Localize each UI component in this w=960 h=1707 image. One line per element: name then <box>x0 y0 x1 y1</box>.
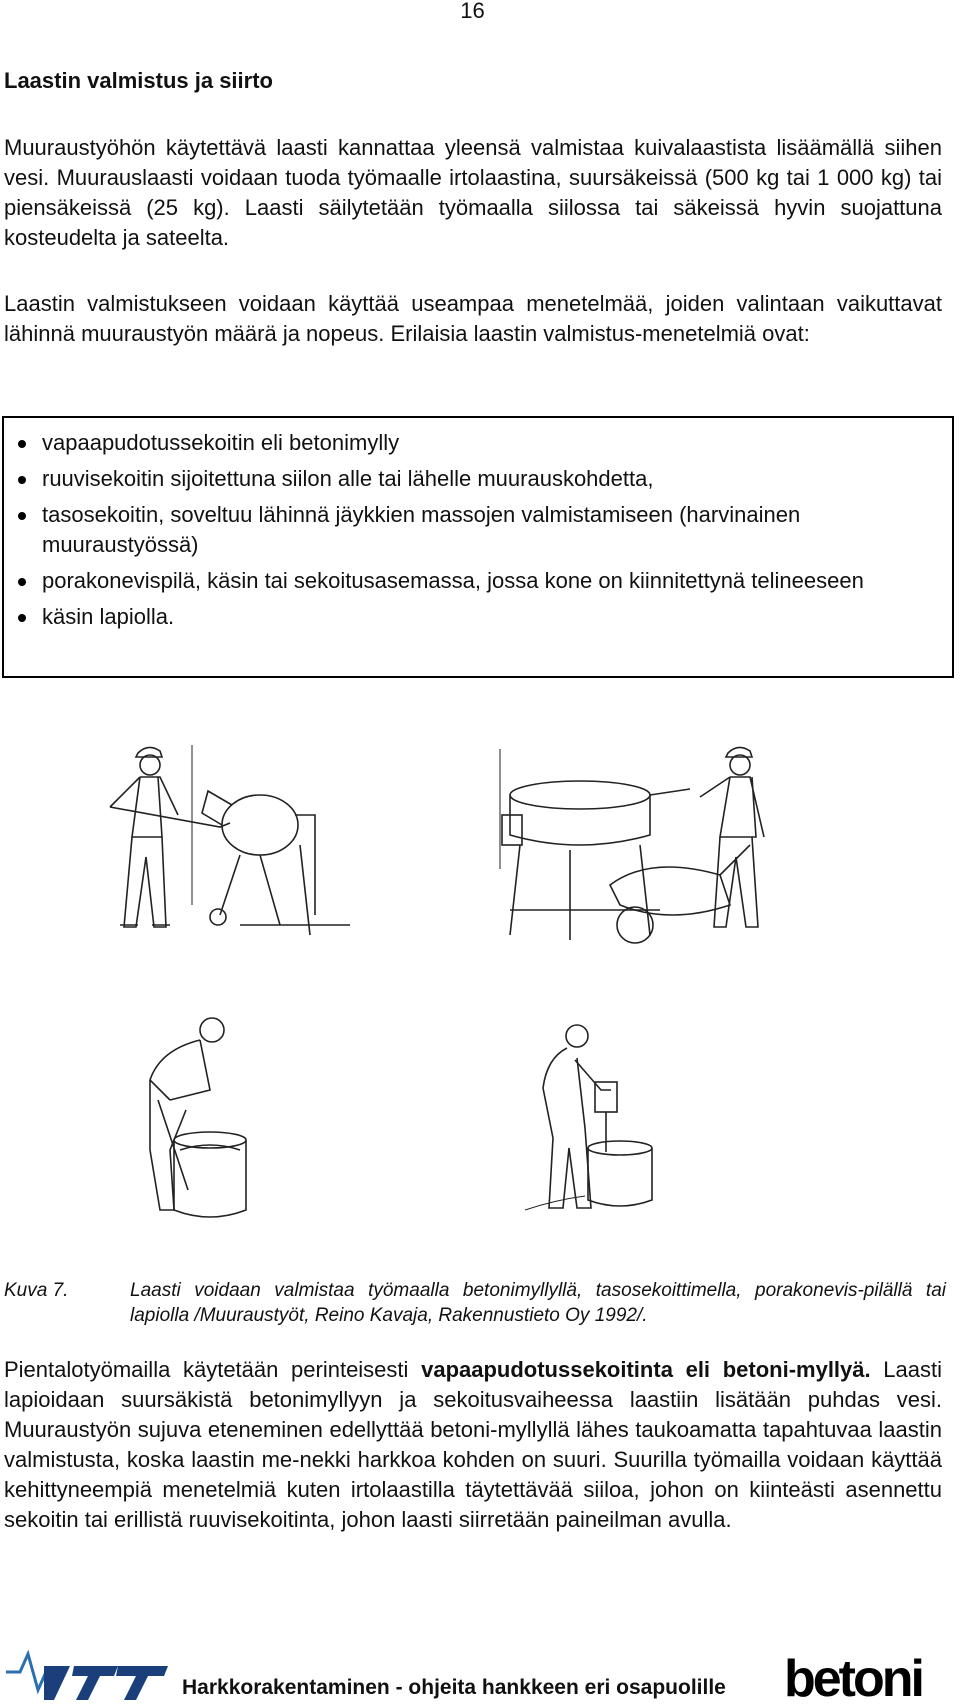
list-item: tasosekoitin, soveltuu lähinnä jäykkien massojen valmistamiseen (harvinainen muuraustyössä) <box>4 500 952 560</box>
bullet-icon <box>18 578 26 586</box>
page-number: 16 <box>460 0 485 23</box>
methods-list <box>4 418 952 632</box>
bullet-icon <box>18 440 26 448</box>
bullet-icon <box>18 614 26 622</box>
caption-label: Kuva 7. <box>4 1280 69 1301</box>
section-heading: Laastin valmistus ja siirto <box>4 68 273 93</box>
shovel-mixing-illustration <box>120 1010 280 1235</box>
vtt-logo <box>4 1646 174 1702</box>
betoni-logo <box>784 1646 944 1706</box>
list-item: ruuvisekoitin sijoitettuna siilon alle tai lähelle muurauskohdetta, <box>4 464 952 494</box>
list-item: porakonevispilä, käsin tai sekoitusasemassa, jossa kone on kiinnitettynä telineeseen <box>4 566 952 596</box>
pan-mixer-illustration <box>480 735 790 965</box>
page-footer <box>0 1640 960 1707</box>
caption-text: Laasti voidaan valmistaa työmaalla betonimyllyllä, tasosekoittimella, porakonevis-pilällä tai lapiolla /Muuraustyöt, Reino Kavaja, Rakennustieto Oy 1992/. <box>130 1280 946 1326</box>
svg-text:betoni: betoni <box>784 1650 922 1706</box>
body-paragraph: Pientalotyömailla käytetään perinteisesti vapaapudotussekoitinta eli betoni-myllyä. Laasti lapioidaan suursäkistä betonimyllyyn ja sekoitusvaiheessa laastiin lisätään puhdas vesi. Muuraustyön sujuva eteneminen edellyttää betoni-myllyllä lähes taukoamatta tapahtuvaa laastin valmistusta, koska laastin me-nekki harkkoa kohden on suuri. Suurilla työmailla voidaan käyttää kehittyneempiä menetelmiä kuten irtolaastilla täytettävää siiloa, johon on kiinteästi asennettu sekoitin tai erillistä ruuvisekoitinta, johon laasti siirretään paineilman avulla. <box>4 1357 942 1532</box>
bullet-icon <box>18 512 26 520</box>
concrete-mixer-illustration <box>90 735 350 965</box>
drill-mixer-illustration <box>525 1020 675 1230</box>
vtt-logo-text: VTT <box>104 1698 106 1699</box>
emphasis: vapaapudotussekoitinta eli betoni-myllyä. <box>421 1357 871 1382</box>
list-item: käsin lapiolla. <box>4 602 952 632</box>
methods-intro-paragraph: Laastin valmistukseen voidaan käyttää useampaa menetelmää, joiden valintaan vaikuttavat lähinnä muuraustyön määrä ja nopeus. Erilaisia laastin valmistus-menetelmiä ovat: <box>4 291 942 346</box>
footer-text: Harkkorakentaminen - ohjeita hankkeen eri osapuolille <box>182 1676 726 1699</box>
bullet-icon <box>18 476 26 484</box>
intro-paragraph: Muuraustyöhön käytettävä laasti kannattaa yleensä valmistaa kuivalaastista lisäämällä siihen vesi. Muurauslaasti voidaan tuoda työmaalle irtolaastina, suursäkeissä (500 kg tai 1 000 kg) tai piensäkeissä (25 kg). Laasti säilytetään työmaalla siilossa tai säkeissä hyvin suojattuna kosteudelta ja sateelta. <box>4 135 942 250</box>
illustrations <box>0 735 960 1235</box>
methods-box <box>2 416 954 678</box>
list-item: vapaapudotussekoitin eli betonimylly <box>4 428 952 458</box>
